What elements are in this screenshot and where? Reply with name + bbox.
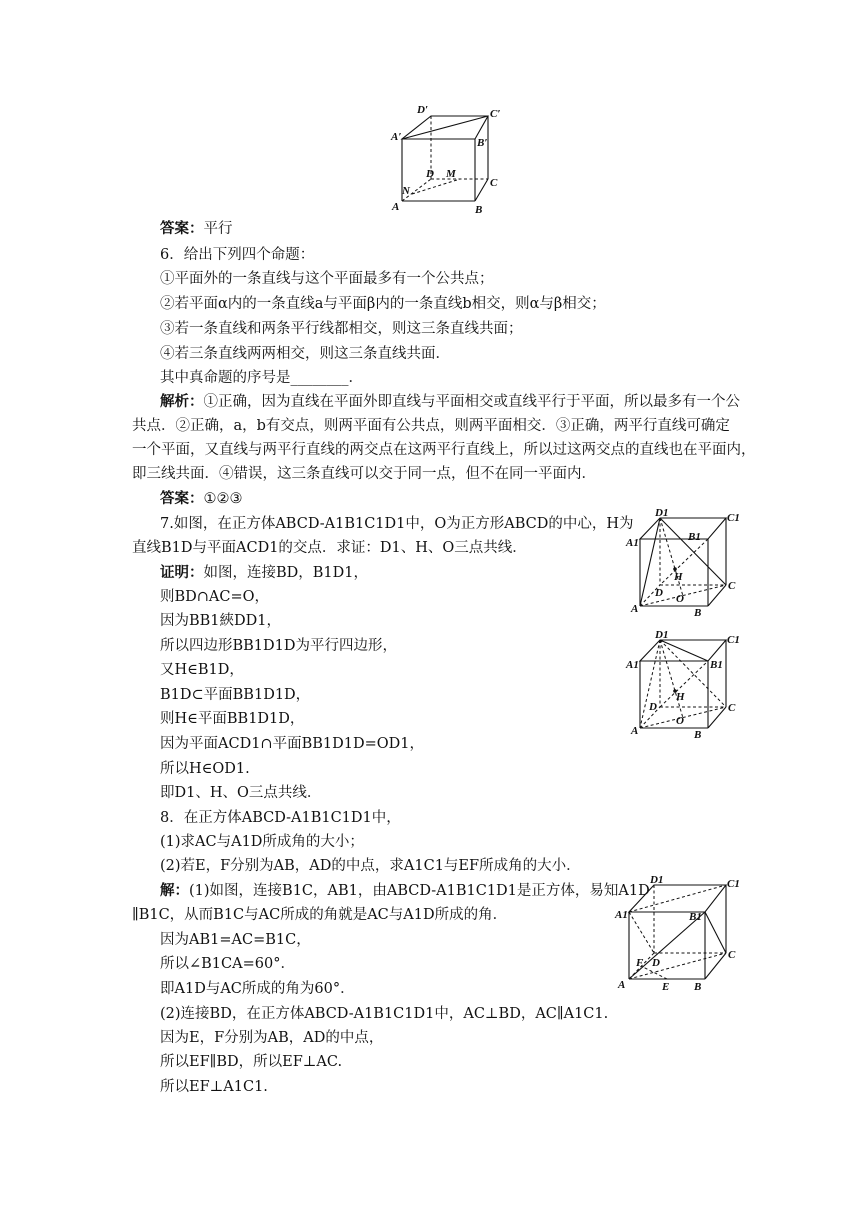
fig3-label: D (649, 701, 657, 713)
fig3-label: B (694, 729, 702, 741)
q8-solution-9: 所以EF⊥A1C1. (160, 1079, 268, 1095)
q8-solution-7: 因为E，F分别为AB，AD的中点， (160, 1030, 384, 1046)
fig1-label: D (426, 168, 434, 180)
fig4-label: E (662, 981, 670, 993)
q8-solution-4: 所以∠B1CA=60°． (160, 956, 295, 972)
q6-stem: 6．给出下列四个命题： (160, 247, 315, 263)
fig4-label: B (694, 981, 702, 993)
fig1-label: A (392, 201, 400, 213)
fig3-label: A (631, 725, 639, 737)
q8-solution-5: 即A1D与AC所成的角为60°． (160, 981, 355, 997)
fig4-label: F (636, 957, 644, 969)
q6-analysis-2: 共点．②正确，a，b有交点，则两平面有公共点，则两平面相交．③正确，两平行直线可确定 (132, 418, 730, 434)
q8-solution-8: 所以EF∥BD，所以EF⊥AC. (160, 1054, 343, 1070)
q7-proof-8: 因为平面ACD1∩平面BB1D1D=OD1， (160, 736, 424, 752)
q6-analysis-3: 一个平面，又直线与两平行直线的两交点在这两平行直线上，所以过这两交点的直线也在平面内， (132, 442, 756, 458)
fig2-label: B1 (688, 531, 701, 543)
fig1-label: B′ (477, 137, 488, 149)
q7-stem-1: 7.如图，在正方体ABCD-A1B1C1D1中，O为正方形ABCD的中心，H为 (160, 516, 634, 532)
q7-proof-9: 所以H∈OD1. (160, 761, 250, 777)
fig2-label: B (694, 607, 702, 619)
fig4-label: D (652, 957, 660, 969)
q8-stem: 8．在正方体ABCD-A1B1C1D1中， (160, 810, 401, 826)
fig1-label: C′ (490, 108, 501, 120)
fig4-label: A (618, 979, 626, 991)
fig4-label: C (728, 949, 736, 961)
q7-proof-1: 证明：如图，连接BD，B1D1， (160, 564, 369, 581)
q8-solution-3: 因为AB1=AC=B1C， (160, 932, 311, 948)
q6-item-3: ③若一条直线和两条平行线都相交，则这三条直线共面； (160, 321, 523, 337)
q8-solution-1: 解：(1)如图，连接B1C，AB1，由ABCD-A1B1C1D1是正方体，易知A1D (160, 882, 650, 899)
cube-figure-3 (624, 630, 746, 740)
fig1-label: C (490, 177, 498, 189)
fig1-label: A′ (391, 131, 402, 143)
q6-item-4: ④若三条直线两两相交，则这三条直线共面． (160, 346, 450, 362)
fig3-label: O (676, 715, 684, 727)
q7-proof-5: 又H∈B1D， (160, 662, 244, 678)
fig3-label: B1 (710, 659, 723, 671)
q6-item-1: ①平面外的一条直线与这个平面最多有一个公共点； (160, 271, 494, 287)
q8-part-2: (2)若E，F分别为AB，AD的中点，求A1C1与EF所成角的大小． (160, 858, 581, 874)
q7-stem-2: 直线B1D与平面ACD1的交点．求证：D1、H、O三点共线． (132, 540, 527, 556)
fig4-label: A1 (615, 909, 628, 921)
q7-proof-7: 则H∈平面BB1D1D， (160, 711, 305, 727)
fig2-label: A (631, 603, 639, 615)
fig3-label: A1 (626, 659, 639, 671)
fig4-label: B1 (689, 911, 702, 923)
fig4-label: D1 (650, 874, 664, 886)
fig2-label: D1 (655, 507, 669, 519)
fig2-label: D (655, 587, 663, 599)
fig2-label: H (674, 571, 683, 583)
q7-proof-3: 因为BB1綊DD1， (160, 613, 282, 629)
fig1-label: D′ (417, 104, 429, 116)
q6-analysis-1: 解析：①正确，因为直线在平面外即直线与平面相交或直线平行于平面，所以最多有一个公 (160, 393, 740, 410)
q8-solution-2: ∥B1C，从而B1C与AC所成的角就是AC与A1D所成的角． (132, 907, 508, 923)
q6-analysis-4: 即三线共面．④错误，这三条直线可以交于同一点，但不在同一平面内． (132, 466, 596, 482)
fig4-label: C1 (727, 878, 740, 890)
fig1-label: N (402, 185, 410, 197)
q7-proof-10: 即D1、H、O三点共线． (160, 785, 322, 801)
q7-proof-2: 则BD∩AC=O， (160, 589, 270, 605)
fig2-label: O (676, 593, 684, 605)
fig2-label: C1 (727, 512, 740, 524)
q7-proof-4: 所以四边形BB1D1D为平行四边形， (160, 638, 398, 654)
fig3-label: H (676, 691, 685, 703)
cube-figure-4 (614, 874, 744, 996)
fig1-label: M (446, 168, 456, 180)
fig3-label: D1 (655, 629, 669, 641)
q6-ask: 其中真命题的序号是________． (160, 370, 363, 386)
cube-figure-1 (390, 102, 510, 214)
q7-proof-6: B1D⊂平面BB1D1D， (160, 687, 311, 703)
fig2-label: A1 (626, 537, 639, 549)
q8-part-1: (1)求AC与A1D所成角的大小； (160, 834, 364, 850)
fig2-label: C (728, 580, 736, 592)
q6-item-2: ②若平面α内的一条直线a与平面β内的一条直线b相交，则α与β相交； (160, 296, 606, 312)
answer-5: 答案：平行 (160, 220, 233, 237)
q8-solution-6: (2)连接BD，在正方体ABCD-A1B1C1D1中，AC⊥BD，AC∥A1C1. (160, 1006, 609, 1022)
fig1-label: B (475, 204, 483, 216)
answer-6: 答案：①②③ (160, 490, 243, 507)
cube-figure-2 (624, 508, 746, 618)
fig3-label: C1 (727, 634, 740, 646)
fig3-label: C (728, 702, 736, 714)
